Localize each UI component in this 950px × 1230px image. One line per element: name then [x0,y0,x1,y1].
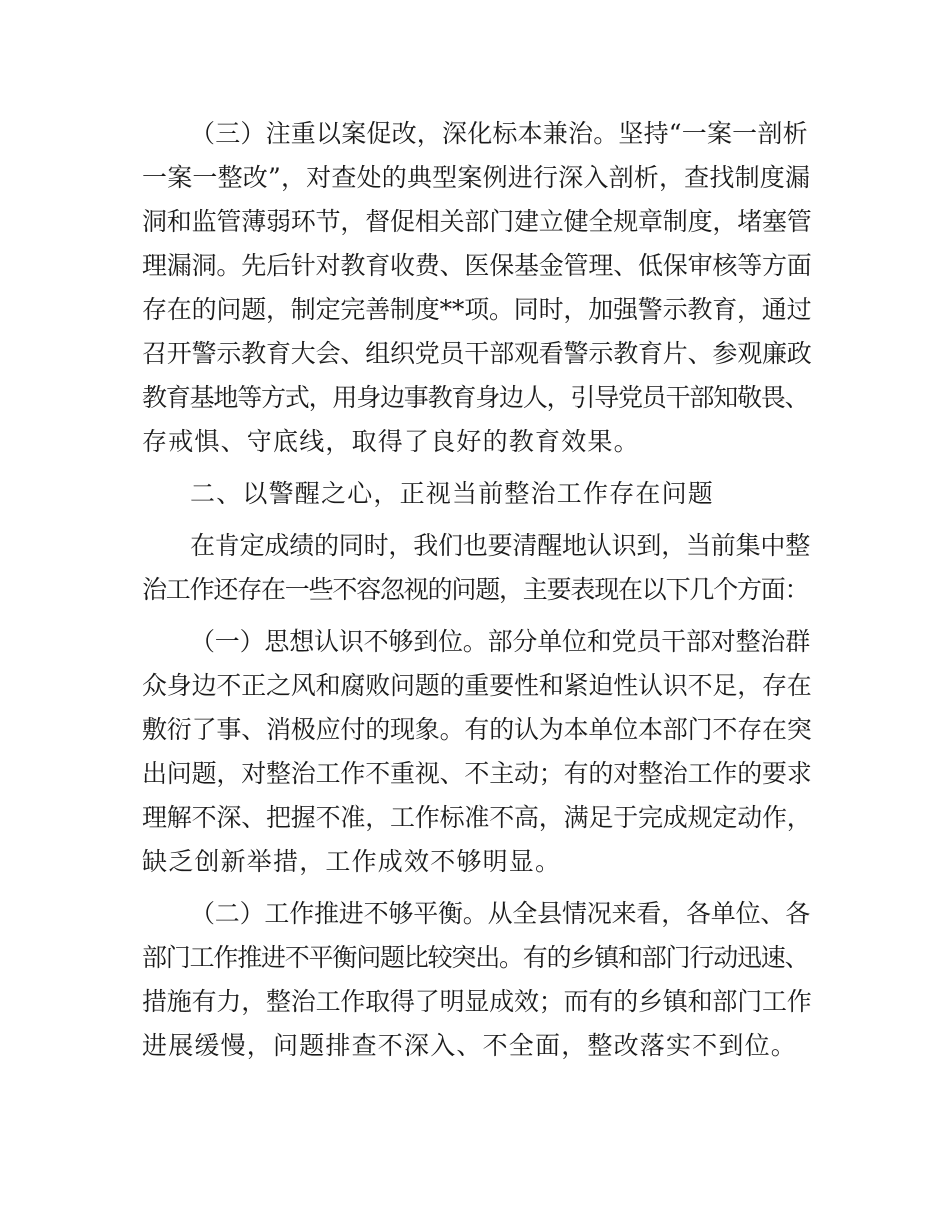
paragraph-line: 进展缓慢，问题排查不深入、不全面，整改落实不到位。 [142,1031,798,1060]
paragraph-line: 一案一整改”，对查处的典型案例进行深入剖析，查找制度漏 [142,163,811,192]
paragraph-line: 理漏洞。先后针对教育收费、医保基金管理、低保审核等方面 [142,251,812,280]
section-heading: 二、以警醒之心，正视当前整治工作存在问题 [190,479,715,508]
paragraph-line: 洞和监管薄弱环节，督促相关部门建立健全规章制度，堵塞管 [142,207,812,236]
paragraph-line: 部门工作推进不平衡问题比较突出。有的乡镇和部门行动迅速、 [142,943,809,972]
paragraph-line: 存戒惧、守底线，取得了良好的教育效果。 [142,427,640,456]
paragraph-line: 众身边不正之风和腐败问题的重要性和紧迫性认识不足，存在 [142,671,812,700]
paragraph-line: 缺乏创新举措，工作成效不够明显。 [142,847,562,876]
paragraph-line: （二）工作推进不够平衡。从全县情况来看，各单位、各 [190,899,811,928]
paragraph-line: 措施有力，整治工作取得了明显成效；而有的乡镇和部门工作 [142,987,812,1016]
paragraph-line: （三）注重以案促改，深化标本兼治。坚持“一案一剖析 [190,119,808,148]
paragraph-line: 出问题，对整治工作不重视、不主动；有的对整治工作的要求 [142,759,812,788]
paragraph-line: 治工作还存在一些不容忽视的问题，主要表现在以下几个方面： [142,575,809,604]
paragraph-line: 存在的问题，制定完善制度**项。同时，加强警示教育，通过 [142,295,812,324]
paragraph-line: 理解不深、把握不准，工作标准不高，满足于完成规定动作， [142,803,812,832]
paragraph-line: 教育基地等方式，用身边事教育身边人，引导党员干部知敬畏、 [142,383,809,412]
paragraph-line: 在肯定成绩的同时，我们也要清醒地认识到，当前集中整 [190,531,811,560]
paragraph-line: 召开警示教育大会、组织党员干部观看警示教育片、参观廉政 [142,339,812,368]
paragraph-line: 敷衍了事、消极应付的现象。有的认为本单位本部门不存在突 [142,715,812,744]
paragraph-line: （一）思想认识不够到位。部分单位和党员干部对整治群 [190,627,811,656]
